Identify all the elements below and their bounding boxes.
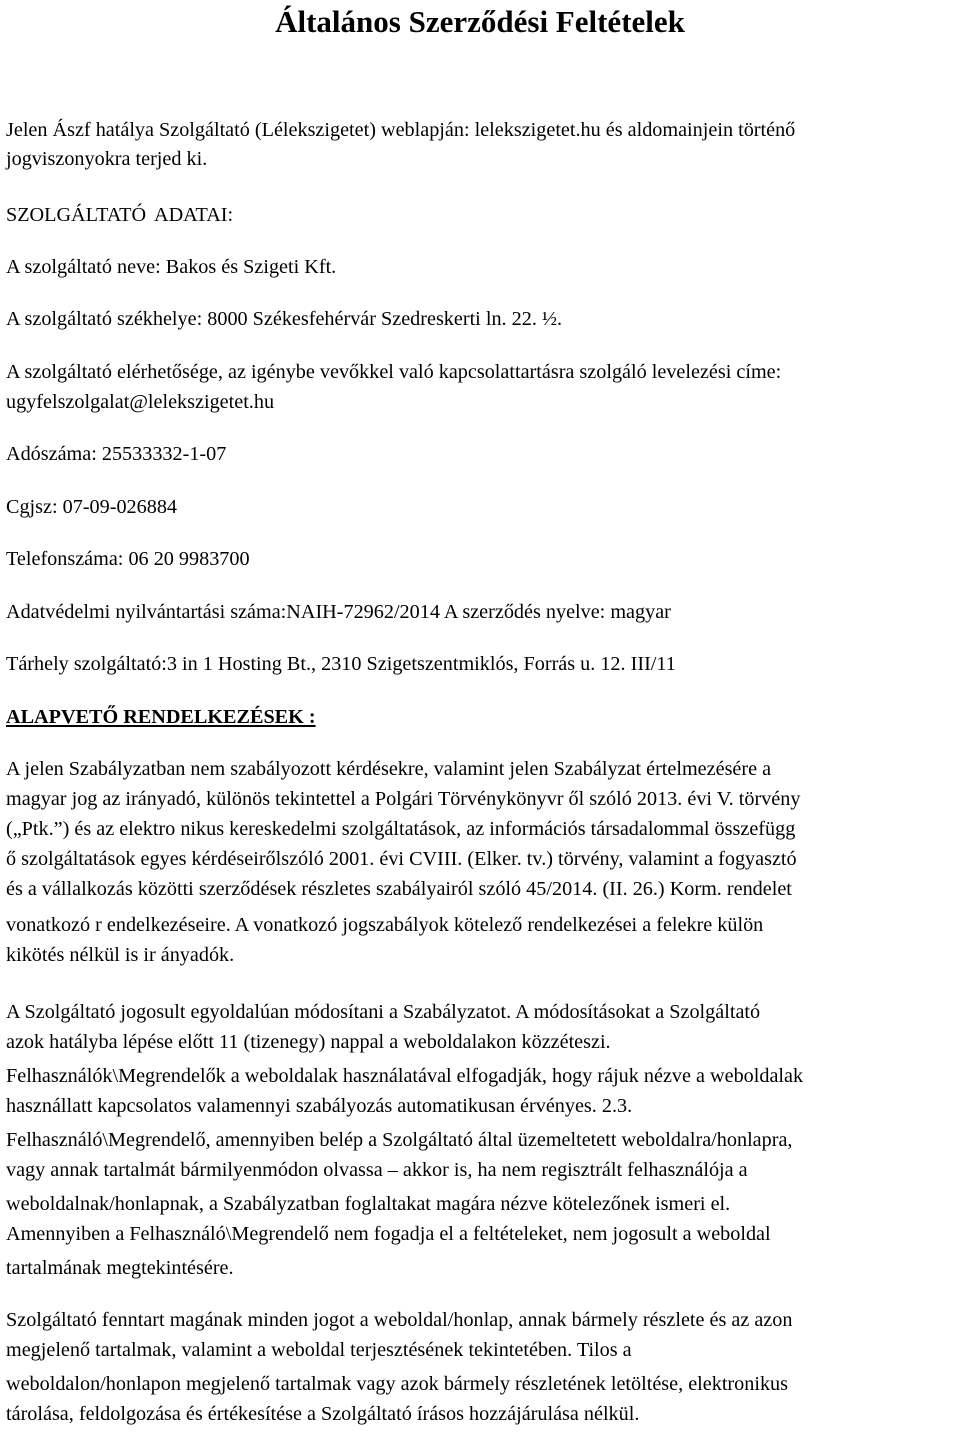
provider-name: A szolgáltató neve: Bakos és Szigeti Kft. xyxy=(6,256,337,278)
provider-hosting: Tárhely szolgáltató:3 in 1 Hosting Bt., 2310 Szigetszentmiklós, Forrás u. 12. III/11 xyxy=(6,653,676,675)
paragraph2-line-2: azok hatályba lépése előtt 11 (tizenegy) nappal a weboldalakon közzéteszi. xyxy=(6,1031,611,1053)
paragraph2-line-5: Felhasználó\Megrendelő, amennyiben belép a Szolgáltató által üzemeltetett weboldalra/honlapra, xyxy=(6,1129,793,1151)
paragraph2-line-6: vagy annak tartalmát bármilyenmódon olvassa – akkor is, ha nem regisztrált felhasználója a xyxy=(6,1159,748,1181)
paragraph1-line-5: és a vállalkozás közötti szerződések részletes szabályairól szóló 45/2014. (II. 26.) Korm. rendelet xyxy=(6,878,792,900)
intro-line-2: jogviszonyokra terjed ki. xyxy=(6,148,208,170)
paragraph1-line-7: kikötés nélkül is ir ányadók. xyxy=(6,944,235,966)
paragraph1-line-2: magyar jog az irányadó, különös tekintettel a Polgári Törvénykönyvr ől szóló 2013. évi V. törvény xyxy=(6,788,801,810)
paragraph2-line-7: weboldalnak/honlapnak, a Szabályzatban foglaltakat magára nézve kötelezőnek ismeri el. xyxy=(6,1193,731,1215)
paragraph2-line-1: A Szolgáltató jogosult egyoldalúan módosítani a Szabályzatot. A módosításokat a Szolgáltató xyxy=(6,1001,761,1023)
provider-seat: A szolgáltató székhelye: 8000 Székesfehérvár Szedreskerti ln. 22. ½. xyxy=(6,308,563,330)
intro-line-1: Jelen Ászf hatálya Szolgáltató (Lélekszigetet) weblapján: lelekszigetet.hu és aldomainjein történő xyxy=(6,119,796,141)
paragraph2-line-8: Amennyiben a Felhasználó\Megrendelő nem fogadja el a feltételeket, nem jogosult a weboldal xyxy=(6,1223,771,1245)
paragraph1-line-6: vonatkozó r endelkezéseire. A vonatkozó jogszabályok kötelező rendelkezései a felekre külön xyxy=(6,914,764,936)
provider-tax-number: Adószáma: 25533332-1-07 xyxy=(6,443,227,465)
paragraph1-line-4: ő szolgáltatások egyes kérdéseirőlszóló 2001. évi CVIII. (Elker. tv.) törvény, valamint a fogyasztó xyxy=(6,848,797,870)
paragraph3-line-2: megjelenő tartalmak, valamint a weboldal terjesztésének tekintetében. Tilos a xyxy=(6,1339,632,1361)
basic-provisions-heading xyxy=(6,705,316,729)
paragraph3-line-4: tárolása, feldolgozása és értékesítése a Szolgáltató írásos hozzájárulása nélkül. xyxy=(6,1403,640,1425)
paragraph2-line-3: Felhasználók\Megrendelők a weboldalak használatával elfogadják, hogy rájuk nézve a weboldalak xyxy=(6,1065,804,1087)
paragraph2-line-9: tartalmának megtekintésére. xyxy=(6,1257,234,1279)
paragraph1-line-1: A jelen Szabályzatban nem szabályozott kérdésekre, valamint jelen Szabályzat értelmezésére a xyxy=(6,758,772,780)
paragraph2-line-4: használlatt kapcsolatos valamennyi szabályozás automatikusan érvényes. 2.3. xyxy=(6,1095,633,1117)
paragraph3-line-1: Szolgáltató fenntart magának minden jogot a weboldal/honlap, annak bármely részlete és az azon xyxy=(6,1309,793,1331)
provider-company-registration: Cgjsz: 07-09-026884 xyxy=(6,496,178,518)
provider-contact-line-1: A szolgáltató elérhetősége, az igénybe vevőkkel való kapcsolattartásra szolgáló levelezési címe: xyxy=(6,361,782,383)
provider-heading: SZOLGÁLTATÓ ADATAI: xyxy=(6,204,234,226)
paragraph3-line-3: weboldalon/honlapon megjelenő tartalmak vagy azok bármely részletének letöltése, elektronikus xyxy=(6,1373,788,1395)
basic-provisions-heading-text: ALAPVETŐ RENDELKEZÉSEK : xyxy=(6,706,316,728)
provider-contact-email: ugyfelszolgalat@lelekszigetet.hu xyxy=(6,391,275,413)
provider-phone: Telefonszáma: 06 20 9983700 xyxy=(6,548,250,570)
paragraph1-line-3: („Ptk.”) és az elektro nikus kereskedelmi szolgáltatások, az információs társadalommal összefügg xyxy=(6,818,796,840)
provider-data-protection: Adatvédelmi nyilvántartási száma:NAIH-72962/2014 A szerződés nyelve: magyar xyxy=(6,601,671,623)
document-title: Általános Szerződési Feltételek xyxy=(275,4,685,39)
